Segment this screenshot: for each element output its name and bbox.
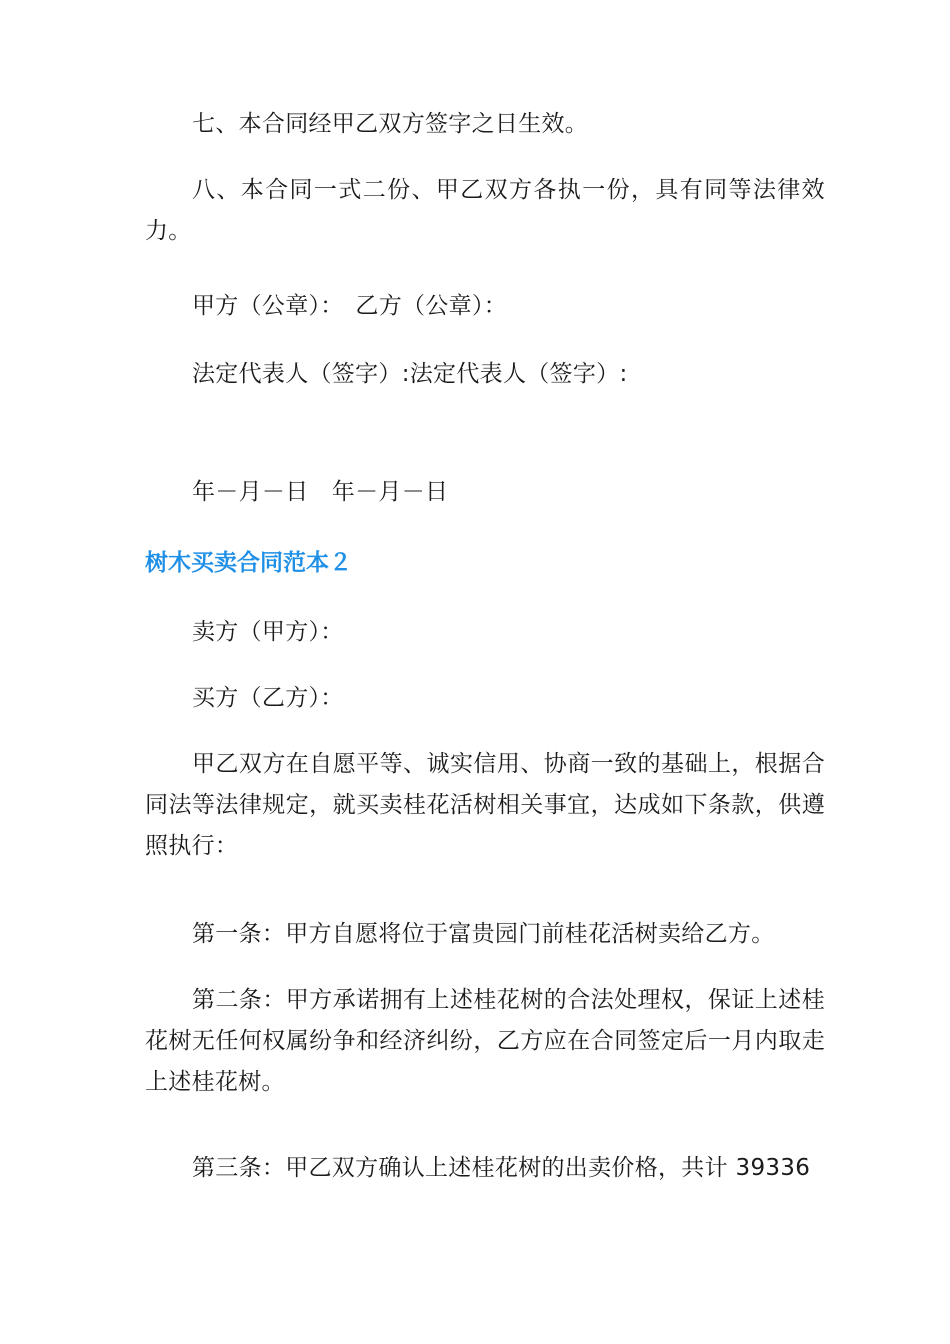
date-line-paragraph: 年－月－日 年－月－日	[192, 479, 449, 505]
clause-8-paragraph: 八、本合同一式二份、甲乙双方各执一份，具有同等法律效力。	[145, 177, 825, 244]
article-2-paragraph: 第二条：甲方承诺拥有上述桂花树的合法处理权，保证上述桂花树无任何权属纷争和经济纠纷，乙方应在合同签定后一月内取走上述桂花树。	[145, 987, 825, 1095]
article-1-paragraph: 第一条：甲方自愿将位于富贵园门前桂花活树卖给乙方。	[192, 921, 775, 947]
signature-line-paragraph: 法定代表人（签字）:法定代表人（签字）:	[192, 361, 628, 387]
buyer-paragraph: 买方（乙方）：	[192, 685, 344, 711]
article-3-paragraph: 第三条：甲乙双方确认上述桂花树的出卖价格，共计 39336	[192, 1155, 811, 1181]
seller-paragraph: 卖方（甲方）：	[192, 619, 344, 645]
clause-7-paragraph: 七、本合同经甲乙双方签字之日生效。	[192, 111, 589, 137]
preamble-paragraph: 甲乙双方在自愿平等、诚实信用、协商一致的基础上，根据合同法等法律规定，就买卖桂花活树相关事宜，达成如下条款，供遵照执行：	[145, 751, 825, 859]
section-heading: 树木买卖合同范本２	[145, 550, 352, 576]
seal-line-paragraph: 甲方（公章）： 乙方（公章）：	[192, 293, 507, 319]
